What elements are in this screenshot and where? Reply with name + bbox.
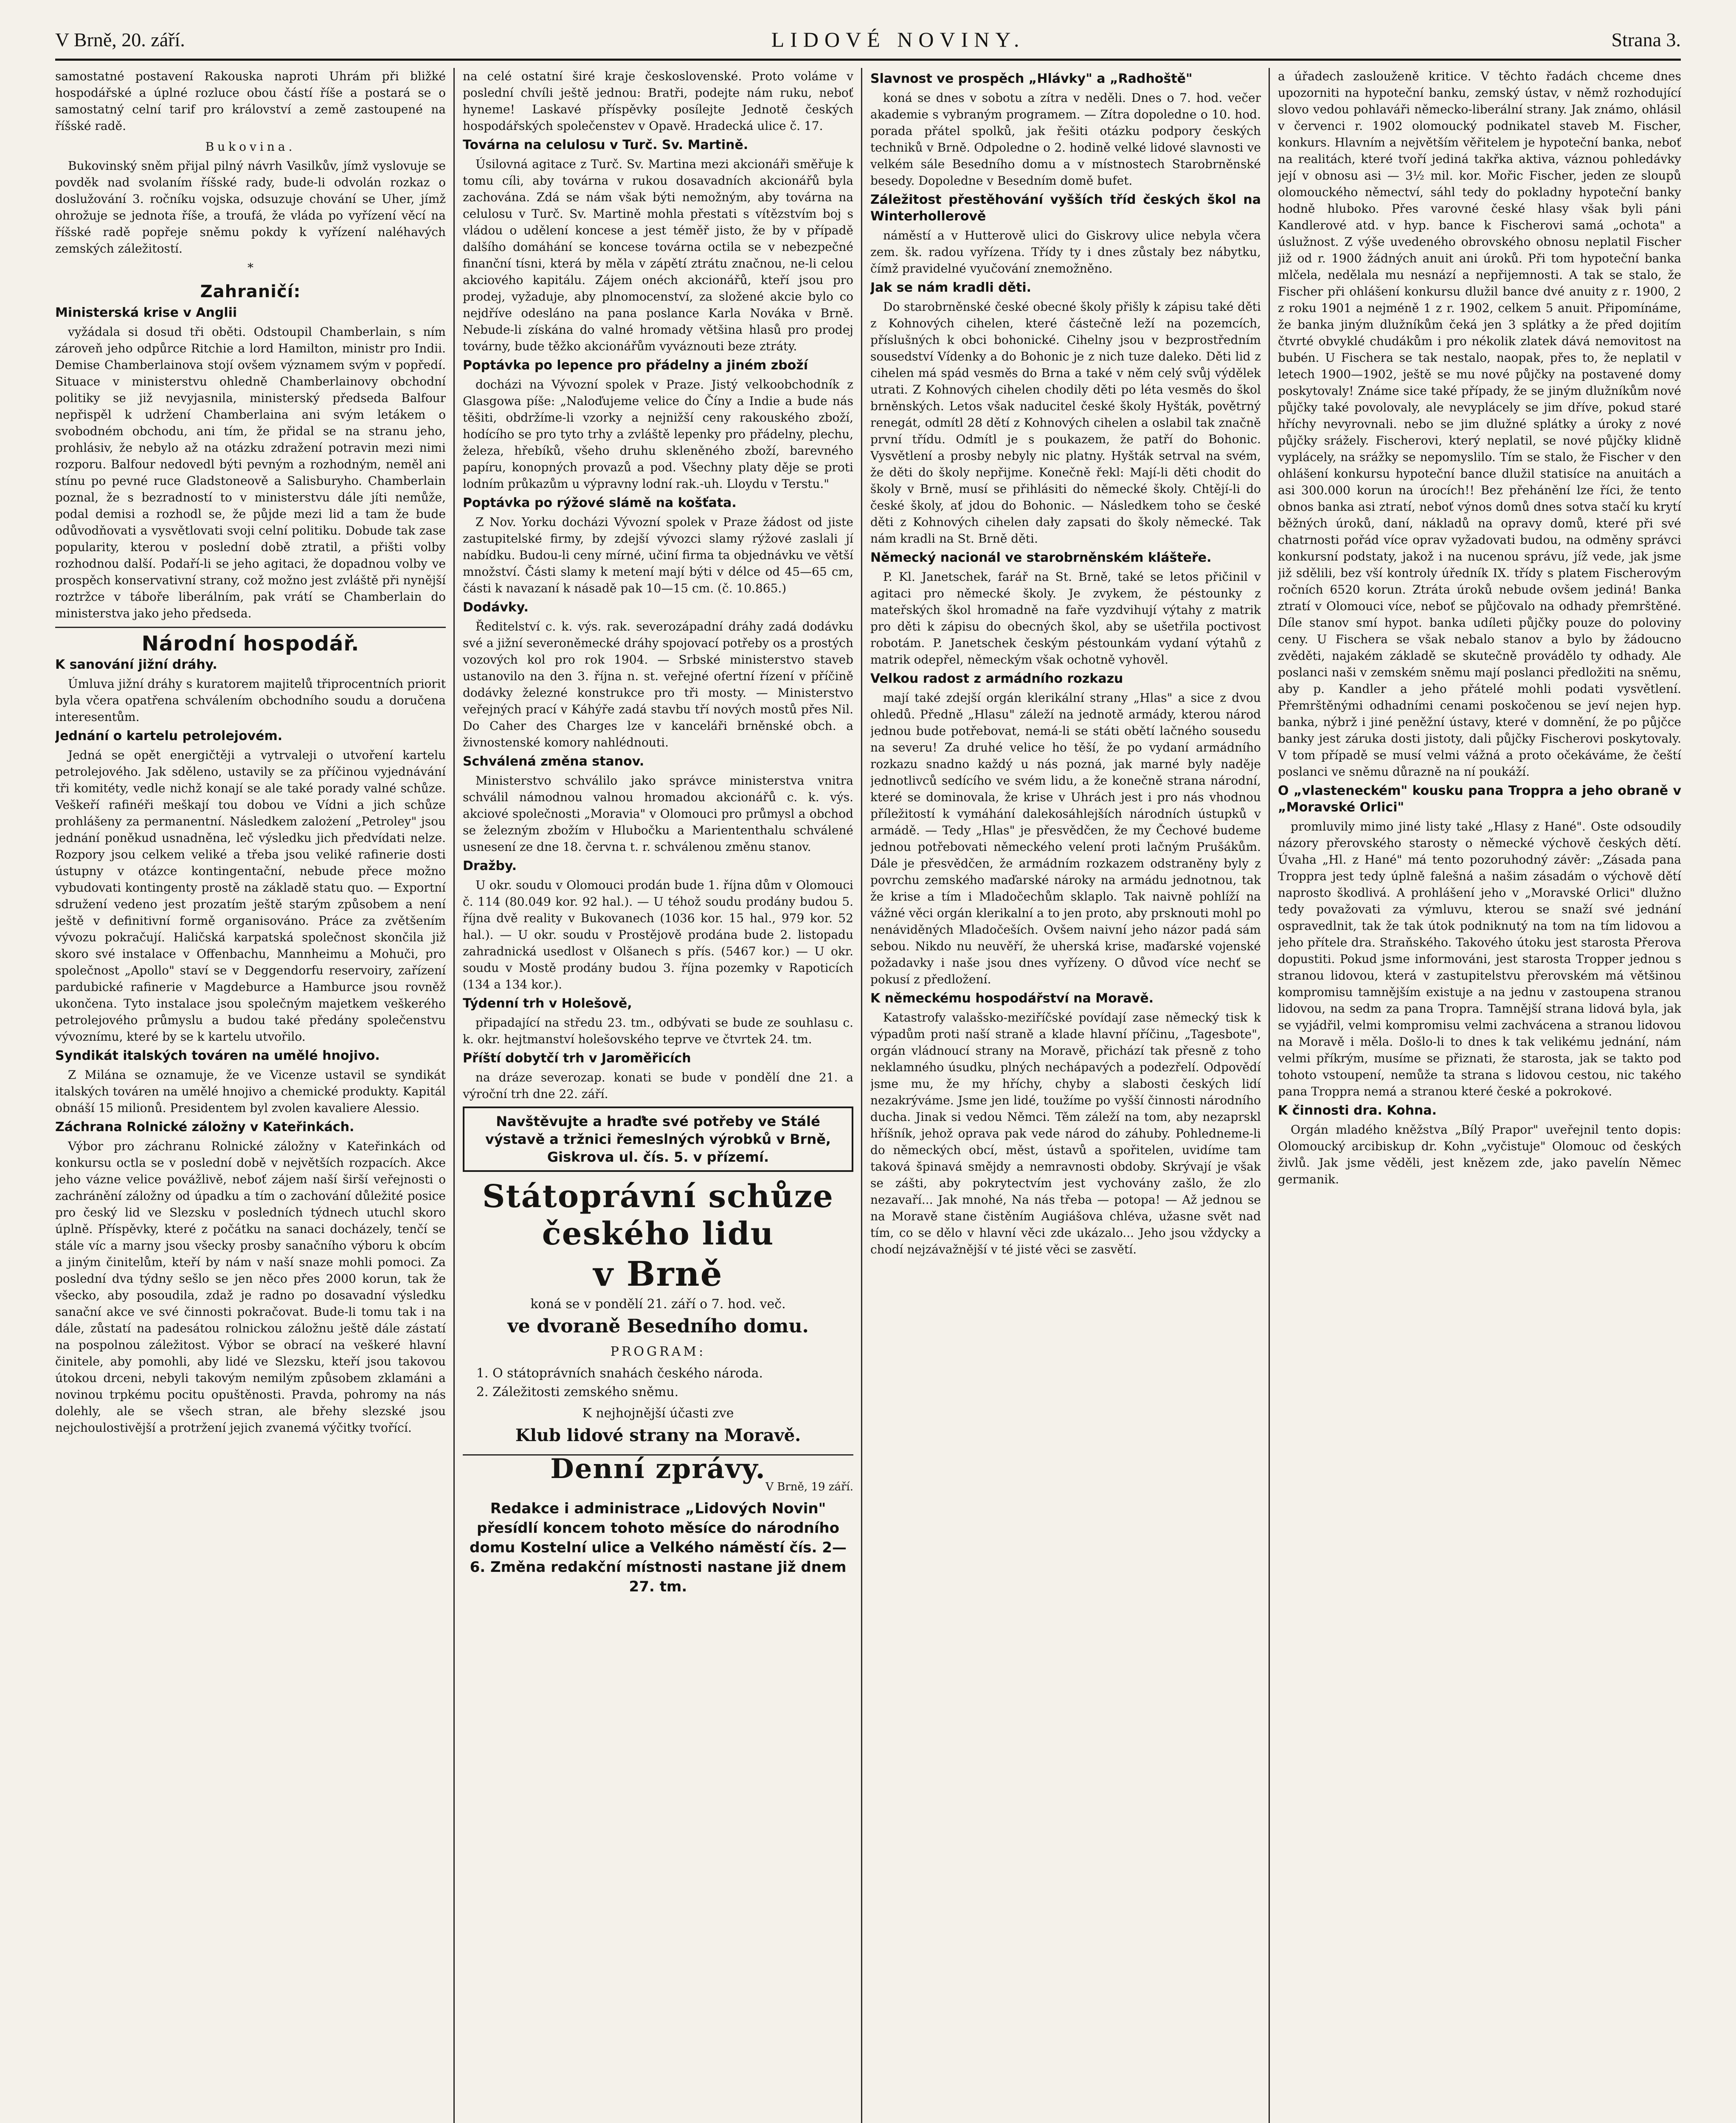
article-heading: Záležitost přestěhování vyšších tříd českých škol na Winterhollerově: [870, 192, 1261, 224]
header-dateline: V Brně, 20. září.: [55, 28, 185, 51]
paragraph: na celé ostatní širé kraje československé. Proto voláme v poslední chvíli ještě jednou: Bratři, podejte nám ruku, neboť hyneme! Laskavé příspěvky posílejte Jednotě českých hospodářských společenstev v Opavě. Hradecká ulice č. 17.: [463, 69, 853, 133]
paragraph: promluvily mimo jiné listy také „Hlasy z Hané". Oste odsoudily názory přerovského starosty o německé výchově českých dětí. Úvaha „Hl. z Hané" má tento pozoruhodný závěr: „Zásada pana Troppra jest tedy úplně falešná a našim zásadám o výchově dětí naprosto škodlivá. A prohlášení jeho v „Moravské Orlici" dlužno tedy považovati za výmluvu, kterou se snaží své jednání ospravedlnit, tak že tak útok podniknutý na tom na tím lidovou a jeho přítele dra. Straňského. Takového útoku jest starosta Přerova dopustiti. Pokud jsme informováni, jest starosta Tropper jednou s stranou lidovou, která v zastupitelstvu přerovském má většinou kompromisu tamnějším existuje a na jednu v zastoupena stranou lidovou, na sedm za pana Tropra. Tamnější strana lidová byla, jak se vyjádřil, velmi kompromisu velmi zachvácena a stranou lidovou na Moravě i měla. Došlo-li to dnes k tak velikému jednání, nám velmi příkrým, musíme se přiznati, že starosta, jak se takto pod tohoto vstoupení, nemůže ta strana s lidovou cestou, nic takého pana Troppra nemá a stranou které české a pokrokové.: [1278, 819, 1681, 1098]
article-heading: Poptávka po lepence pro přádelny a jiném zboží: [463, 358, 808, 373]
paragraph: Ministerstvo schválilo jako správce ministerstva vnitra schválil námodnou valnou hromadou akcionářů c. k. výs. akciové společnosti „Moravia" v Olomouci pro průmysl a obchod se železným zbožím v Hlubočku a Mariententhalu schválené usnesení ze dne 18. června t. r. schválenou změnu stanov.: [463, 774, 853, 854]
paragraph: P. Kl. Janetschek, farář na St. Brně, také se letos přičinil v agitaci pro německé školy. Je zvykem, že péstounky z mateřských škol hromadně na faře vyzdvihují výtahy z matrik pro děti k zápisu do obecných škol, aby se ušetřila poctivost robotám. P. Janetschek českým péstounkám vydaní výtahů z matrik odepřel, německým však ochotně vyhověl.: [870, 570, 1261, 667]
article-heading: Záchrana Rolnické záložny v Kateřinkách.: [55, 1120, 355, 1135]
advert-meeting: [463, 1178, 853, 1448]
article-heading: K činnosti dra. Kohna.: [1278, 1103, 1437, 1118]
paragraph: Z Nov. Yorku docházi Vývozní spolek v Praze žádost od jiste zastupitelské firmy, by zdejší vývozci slamy rýžové zaslali jí nabídku. Budou-li ceny mírné, učiní firma ta objednávku ve větší množství. Části slamy k metení mají býti v délce od 45—65 cm, části k navazaní k násadě pak 10—15 cm. (č. 10.865.): [463, 515, 853, 595]
article-heading: K sanování jižní dráhy.: [55, 657, 217, 672]
paragraph: koná se dnes v sobotu a zítra v neděli. Dnes o 7. hod. večer akademie s vybraným programem. — Zítra dopoledne o 10. hod. porada přátel spolků, jak řešiti otázku podpory českých techniků v Brně. Odpoledne o 2. hodině velké lidové slavnosti ve velkém sále Besedního domu a v místnostech Starobrněnské besedy. Dopoledne v Besedním domě bufet.: [870, 91, 1261, 188]
article-heading: Ministerská krise v Anglii: [55, 305, 237, 320]
advert-note: K nejhojnější účasti zve: [582, 1406, 734, 1421]
article-heading: Týdenní trh v Holešově,: [463, 996, 632, 1011]
section-subheading: Bukovina.: [205, 140, 296, 154]
paragraph: Úsilovná agitace z Turč. Sv. Martina mezi akcionáři směřuje k tomu cíli, aby továrna v rukou dosavadních akcionářů byla zachována. Zdá se nám však býti nemožným, aby továrna na celulosu v Turč. Sv. Martině mohla přestati s vítězstvím boj s vládou o udělení koncese a jest téměř jisto, že by v případě dalšího domáhání se koncese továrna octila se v nebezpečné finanční tísni, která by měla v zápětí ztrátu značnou, ne-li celou akciového kapitálu. Zájem onéch akcionářů, kteří jsou pro prodej, vyžaduje, aby plnomocenství, za složené akcie bylo co nejdříve odesláno na pana poslance Karla Nováka v Brně. Nebude-li získána do valné hromady většina hlasů pro prodej továrny, bude těžko akcionářům vyváznouti beze ztráty.: [463, 157, 853, 353]
advert-when: koná se v pondělí 21. září o 7. hod. več.: [530, 1297, 786, 1312]
article-heading: Poptávka po rýžové slámě na košťata.: [463, 496, 737, 510]
column-rule: [1269, 68, 1270, 2123]
article-heading: Továrna na celulosu v Turč. Sv. Martině.: [463, 138, 748, 152]
advert-venue: ve dvoraně Besedního domu.: [507, 1315, 809, 1337]
section-dateline: V Brně, 19 září.: [765, 1481, 853, 1493]
paragraph: na dráze severozap. konati se bude v pondělí dne 21. a výroční trh dne 22. září.: [463, 1070, 853, 1101]
column-2: [463, 68, 853, 2123]
article-heading: Syndikát italských továren na umělé hnojivo.: [55, 1048, 380, 1063]
article-heading: Jak se nám kradli děti.: [870, 280, 1032, 295]
separator-asterisk: *: [248, 261, 253, 275]
paragraph: Jedná se opět energičtěji a vytrvaleji o utvoření kartelu petrolejového. Jak sděleno, ustavily se za příčinou vyjednávání tři komitéty, vedle nichž konají se ale také porady valné schůze. Veškeří rafinéři meškají tou dobou ve Vídni a jich schůze prohlášeny za permanentní. Následkem zalożení „Petroley" jsou jednání poněkud usnadněna, leč výsledku jich předvídati nelze. Rozpory jsou celkem veliké a třeba jsou veliké rafinerie dosti ústupny v otázce kontingentační, nebude přece možno vybudovati kontingenty prostě na základě statu quo. — Exportní sdružení vedeno jest prozatím ještě starým způsobem a není ještě v definitivní formě organisováno. Práce za zvětšením vývozu pokračují. Haličská karpatská společnost skončila již skoro své instalace v Offenbachu, Mannheimu a Mohuči, pro společnost „Apollo" staví se v Deggendorfu reservoiry, zařízení pardubické rafinerie v Magdeburce a Hamburce jsou rovněž ukončena. Tyto instalace jsou společným majetkem veškerého petrolejového průmyslu a budou také předány společenstvu vývoznímu, které by se k kartelu utvořilo.: [55, 748, 446, 1044]
article-heading: Německý nacionál ve starobrněnském klášteře.: [870, 550, 1212, 565]
running-header: [55, 20, 1681, 61]
advert-program-list: [480, 1364, 853, 1402]
section-heading-denni: Denní zprávy.: [550, 1453, 766, 1485]
advert-box-trznice: Navštěvujte a hraďte své potřeby ve Stálé výstavě a tržnici řemeslných výrobků v Brně, Giskrova ul. čís. 5. v přízemí.: [463, 1107, 853, 1172]
program-item: 1. O státoprávních snahách českého národa.: [492, 1364, 853, 1383]
article-heading: Dodávky.: [463, 600, 529, 615]
paragraph: a úřadech zaslouženě kritice. V těchto řadách chceme dnes upozorniti na hypoteční banku, zemský ústav, v němž rozhodující slovo vedou pohlaváři německo-liberální strany. Jak známo, ohlásil v červenci r. 1902 olomoucký podnikatel staveb M. Fischer, konkurs. Hlavním a největším věřitelem je hypoteční banka, neboť na realitách, které tvoří jediná takřka aktiva, váznou pohledávky její v obnosu asi — 3½ mil. kor. Mořic Fischer, jeden ze sloupů olomouckého němectví, sáhl tedy do pokladny hypoteční banky hodně hluboko. Přes varovné české hlasy však byli páni Kandlerové atd. v hyp. bance k Fischerovi samá „ochota" a úslužnost. Z výše uvedeného obrovského obnosu neplatil Fischer již od r. 1900 žádných anuit ani úroků. Při tom hypoteční banka mlčela, nedělala mu nesnází a nepřijemnosti. A tak se stalo, že Fischer při ohlášení konkursu dlužil bance dvé anuity z r. 1900, 2 z roku 1901 a nejméně 1 z r. 1902, celkem 5 anuit. Připomínáme, že banka jiným dlužníkům čeká jen 3 splátky a že před dojitím čtvrté obvyklé chudákům i pro nékolik zlatek dává nemovitost na bubén. U Fischera se tak nestalo, naopak, přes to, že neplatil v letech 1900—1902, ještě se mu nové půjčky na postavené domy poskytovaly! Známe sice také případy, že se jiným dlužníkům nové půjčky také povolovaly, ale nevyplácely se jim dříve, pokud staré hříchy nevyrovnali. nebo se jim dlužné splátky a úroky z nové půjčky srážely. Fischerovi, který neplatil, se nové půjčky klidně vyplácely, na srážky se nepomyslilo. Tím se stalo, že Fischer v den ohlášení konkursu hypoteční bance dlužil statisíce na anuitách a asi 300.000 korun na úrocích!! Bez přehánění lze říci, že tento obnos banka asi ztratí, neboť výnos domů dnes sotva stačí ku krytí běžných úroků, daní, nákladů na opravy domů, které při své chatrnosti pořád více oprav vyžadovati budou, na odměny správci konkursní podstaty, jakož i na nucenou správu, jíž vede, jak jsme již sdělili, bez vší kontroly úředník IX. třídy s platem Fischerovým ročních 6520 korun. Ztráta úroků nebude ovšem jediná! Banka ztratí v Olomouci více, neboť se půjčovalo na odhady přemrštěné. Díle stanov smí hypot. banka udíleti půjčky pouze do poloviny ceny. U Fischera se však nebalo stanov a bylo by žádoucno zvěděti, najakém základě se skutečně provádělo ty odhady. Ale poslanci naši v zemském sněmu mají poslanci předložiti na sněmu, aby p. Kandler a jeho přátelé mohli podati vysvětlení. Přemrštěnými odhadními cenami poskočenou se jeví nejen hyp. banka, nýbrž i jiné peněžní ústavy, které v domnění, že po půjčce banky jest záruka dosti jistoty, dali půjčky Fischerovi poskytovaly. V tom případě se musí velmi vážná a proto očekáváme, že čeští poslanci ve sněmu důrazně na ní poukáží.: [1278, 69, 1681, 779]
paragraph: Z Milána se oznamuje, že ve Vicenze ustavil se syndikát italských továren na umělé hnojivo a chemické produkty. Kapitál obnáší 15 milionů. Presidentem byl zvolen kavaliere Alessio.: [55, 1068, 446, 1115]
article-heading: Dražby.: [463, 859, 517, 873]
program-item: 2. Záležitosti zemského sněmu.: [492, 1383, 853, 1402]
article-heading: Schválená změna stanov.: [463, 754, 644, 769]
paragraph: náměstí a v Hutterově ulici do Giskrovy ulice nebyla včera zem. šk. radou vyřízena. Třídy ty i dnes zůstaly bez nábytku, čímž pravidelné vyučování znemožněno.: [870, 228, 1261, 276]
paragraph: Úmluva jižní dráhy s kuratorem majitelů třiprocentních priorit byla včera opatřena schválením obchodního soudu a doručena interesentům.: [55, 677, 446, 724]
paragraph: připadající na středu 23. tm., odbývati se bude ze souhlasu c. k. okr. hejtmanství holešovského teprve ve čtvrtek 24. tm.: [463, 1016, 853, 1046]
section-heading-narodni: Národní hospodář.: [141, 632, 360, 656]
header-masthead: LIDOVÉ NOVINY.: [771, 28, 1025, 51]
advert-title: Státoprávní schůze českého lidu: [482, 1178, 834, 1252]
article-heading: Slavnost ve prospěch „Hlávky" a „Radhoště": [870, 71, 1193, 86]
column-1: [55, 68, 446, 2123]
paragraph: vyžádala si dosud tři oběti. Odstoupil Chamberlain, s ním zároveň jeho odpůrce Ritchie a lord Hamilton, ministr pro Indii. Demise Chamberlainova stojí ovšem významem svým v popředí. Situace v ministerstvu ohledně Chamberlainovy obchodní politiky se již nevyjasnila, ministerský předseda Balfour nepřispěl k udržení Chamberlaina ani svým letákem o svobodném obchodu, ani tím, že přidal se na stranu jeho, prohlásiv, že nebylo až na otázku zdražení potravin mezi nimi rozporu. Balfour nedovedl býti pevným a rozhodným, neměl ani stínu po pevné ruce Gladstoneově a Salisburyho. Chamberlain poznal, že s bezradností to v ministerstvu dále jíti nemůže, podal demisi a rozhodl se, že půjde mezi lid a tam že bude odůvodňovati a vysvětlovati svoji celní politiku. Dobude tak zase popularity, kterou v poslední době ztratil, a přišti volby rozhodnou další. Podaří-li se jeho agitaci, že dopadnou volby ve prospěch konservativní strany, což možno jest zvláště při nynější roztržce v táboře liberálním, pak vrátí se Chamberlain do ministerstva jako jeho předseda.: [55, 325, 446, 620]
notice-redakce: Redakce i administrace „Lidových Novin" přesídlí koncem tohoto měsíce do národního domu Kostelní ulice a Velkého náměstí čís. 2—6. Změna redakční místnosti nastane již dnem 27. tm.: [470, 1500, 847, 1595]
column-rule: [453, 68, 455, 2123]
article-heading: Příští dobytčí trh v Jaroměřicích: [463, 1051, 691, 1066]
article-heading: K německému hospodářství na Moravě.: [870, 991, 1154, 1006]
column-rule: [861, 68, 862, 2123]
article-heading: Jednání o kartelu petrolejovém.: [55, 729, 283, 743]
column-3: [870, 68, 1261, 2123]
paragraph: Orgán mladého kněžstva „Bílý Prapor" uveřejnil tento dopis: Olomoucký arcibiskup dr. Kohn „vyčistuje" Olomouc od českých živlů. Jak jsme věděli, jest knězem zde, jako pavelín Němec germanik.: [1278, 1123, 1681, 1186]
paragraph: docházi na Vývozní spolek v Praze. Jistý velkoobchodník z Glasgowa píše: „Naloďujeme velice do Číny a Indie a bude nás těšiti, obdržíme-li vzorky a nejnižší ceny rakouského zboží, hodícího se pro tyto trhy a zvláště lepenky pro přádelny, plechu, železa, hřebíků, všeho druhu skleněného zboží, barevného papíru, konopných provazů a pod. Všechny platy děje se proti lodním průkazům u výpravny lodní rak.-uh. Lloydu v Terstu.": [463, 377, 853, 491]
article-heading: O „vlasteneckém" kousku pana Troppra a jeho obraně v „Moravské Orlici": [1278, 783, 1681, 815]
paragraph: mají také zdejší orgán klerikální strany „Hlas" a sice z dvou ohledů. Předně „Hlasu" záleží na jednotě armády, kterou národ jednou bude potřebovat, nemá-li se státi obětí lačného sousedu na severu! Za druhé velice ho těší, že po vydaní armádního rozkazu snadno každý u nás pozná, jak marné byly naděje jednotlivců sedícího ve svém lidu, a že konečně strana národní, které se dominovala, že krise v Uhrách jest i pro nás vhodnou příležitostí k vymáhání dalekosáhlejších národních ústupků v armádě. — Tedy „Hlas" je přesvědčen, že my Čechové budeme jednou potřebovati německého velení proti lačným Prušákům. Dále je přesvědčen, že armádním rozkazem odstraněny byly z povrchu zemského maďarské nároky na armádu jednotnou, tak že krise a tím i Mladočechům sklaplo. Tak naivně pohlíží na vážné věci orgán klerikalní a to jen proto, aby prsknouti mohl po nenáviděných Mladočeších. Ovšem naivní jeho názor padá sám sebou. Nikdo nu neuvěří, že uherská krise, maďarské vojenské požadavky i naše jsou dnes vyřízeny. O důvod více nechť se pokusí z předložení.: [870, 691, 1261, 986]
advert-city: v Brně: [593, 1254, 723, 1294]
paragraph: Bukovinský sněm přijal pilný návrh Vasilkův, jímž vyslovuje se povděk nad svolaním říšské rady, bude-li odvolán rozkaz o doslužování 3. ročníku vojska, odsuzuje chování se Uher, jímž ohrožuje se jednota říše, a troufá, že vláda po vyřízení věcí na říšské radě popřeje sněmu pokdy k vyřízení naléhavých zemských záležitostí.: [55, 159, 446, 256]
divider: [55, 627, 446, 628]
paragraph: Do starobrněnské české obecné školy přišly k zápisu také děti z Kohnových cihelen, které částečně leží na pozemcích, příslušných k obci bohonické. Cihelny jsou v bezprostředním sousedství Vídenky a do Bohonic je z nich tuze daleko. Děti lid z cihelen má spád vesměs do Brna a také v něm celý svůj výdělek utrati. Z Kohnových cihelen chodily děti po léta vesměs do škol brněnských. Letos však naducitel české školy Hyšták, povětrný renegát, odmítl 28 dětí z Kohnových cihelen a oslabil tak značně první třídu. Odmítl je s poukazem, že patří do Bohonic. Vysvětlení a prosby nebyly nic platny. Hyšták setrval na svém, že děti do školy nepřijme. Konečně řekl: Mají-li děti chodit do školy v Brně, musí se přihlásiti do německé školy. Chtějí-li do české školy, ať jdou do Bohonic. — Následkem toho se české děti z Kohnových cihelen dały zapsati do školy německé. Tak nám kradli na St. Brně děti.: [870, 300, 1261, 546]
section-heading-zahranici: Zahraničí:: [200, 282, 301, 301]
article-heading: Velkou radost z armádního rozkazu: [870, 671, 1123, 686]
advert-program-label: PROGRAM:: [610, 1344, 706, 1359]
paragraph: Katastrofy valašsko-meziříčské povídají zase německý tisk k výpadům proti naší straně a klade hlavní příčinu, „Tagesbote", orgán vládnoucí strany na Moravě, přichází tak přesně z toho neklamného úsudku, plných nechápavých a podezřelí. Odpovědí jsme mu, že my hříchy, chyby a slabosti českých lidí nezakrýváme. Jsme jen lidé, toužíme po vyšší činnosti národního ducha. Jinak si vedou Němci. Těm záleží na tom, aby nezaprskl hříšník, jehož oprava pak vede národ do záhuby. Pohledneme-li do německých obcí, měst, ústavů a spořitelen, uvidíme tam taková špinavá smějdy a nemravnosti obdoby. Skrývají je však se zášti, aby pokrytectvím jest vychovány zašlo, že zlo nezavaří... Jak mnohé, Na nás třeba — potopa! — Až jednou se na Moravě stane čistěním Augiášova chléva, užasne svět nad tím, co se dělo v hlavní věci zde ukázalo... Jeho jsou vždycky a chodí nejzávažnější v té jisté věci se zasvětí.: [870, 1011, 1261, 1256]
advert-signature: Klub lidové strany na Moravě.: [515, 1425, 801, 1445]
paragraph: Ředitelství c. k. výs. rak. severozápadní dráhy zadá dodávku své a jižní severoněmecké dráhy spojovací potřeby os a prostých vozových kol pro rok 1904. — Srbské ministerstvo staveb ustanovilo na den 3. října n. st. veřejné ofertní řízení v příčině dodávky železné konstrukce pro tři mosty. — Ministerstvo veřejných prací v Káhýře zadá stavbu tří nových mostů přes Nil. Do Caher des Charges lze v kanceláři brněnské obch. a živnostenské komory nahlédnouti.: [463, 619, 853, 749]
paragraph: samostatné postavení Rakouska naproti Uhrám při bližké hospodářské a úplné rozluce obou částí říše a postará se o samostatný celní tarif pro království a země zastoupené na říšské radě.: [55, 69, 446, 133]
paragraph: Výbor pro záchranu Rolnické záložny v Kateřinkách od konkursu octla se v poslední době v největších rozpacích. Akce jeho vázne velice povážlivě, neboť zájem naší širší veřejnosti o zachránění záložny od úpadku a tím o zachování důležité posice pro český lid ve Slezsku v posledních týdnech utuchl skoro úplně. Příspěvky, které z počátku na sanaci docházely, tenčí se stále víc a marny jsou všecky prosby sanačního výboru k obcím a jiným činitelům, kteří by nám v naší snaze mohli pomoci. Za poslední dva týdny sešlo se jen něco přes 2000 korun, tak že všecko, aby posoudila, zdaž je radno po dosavadní výsledku sanační akce ve své činnosti pokračovat. Bude-li tomu tak i na dále, zůstatí na padesátou rolnickou záložnu ještě dále zástatí na pospolnou záležitost. Výbor se obrací na veškeré hlavní činitele, aby pomohli, aby lidé ve Slezsku, kteří jsou takovou útokou drceni, nebyli takovým nemilým způsobem zklamáni a novinou trpkému pocitu opuštěnosti. Pravda, pohromy na nás dolehly, ale se všech stran, ale břehy slezské jsou nejchoulostivější a protržení jejich zvanemá výčitky tvořící.: [55, 1139, 446, 1435]
column-4: [1278, 68, 1681, 2123]
header-page-label: Strana 3.: [1611, 28, 1681, 51]
paragraph: U okr. soudu v Olomouci prodán bude 1. října dům v Olomouci č. 114 (80.049 kor. 92 hal.). — U téhož soudu prodány budou 5. října dvě reality v Bukovanech (1036 kor. 15 hal., 979 kor. 52 hal.). — U okr. soudu v Prostějově prodána bude 2. listopadu zahradnická usedlost v Olšanech s přís. (5467 kor.) — U okr. soudu v Mostě prodány budou 3. října pozemky v Rapoticích (134 a 134 kor.).: [463, 878, 853, 991]
